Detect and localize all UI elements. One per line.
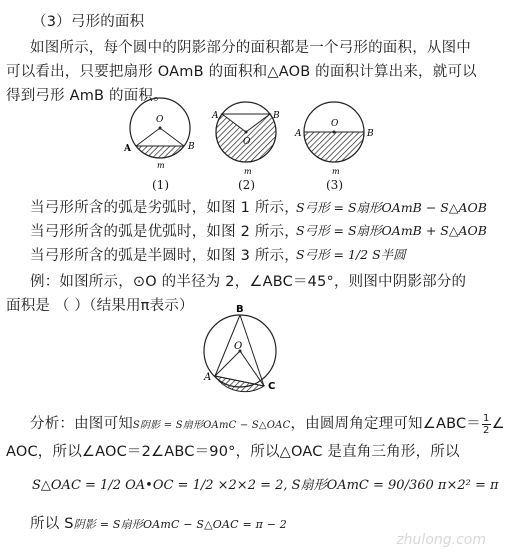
- fig2-label-O: O: [243, 137, 251, 147]
- analysis-line-1: [30, 412, 505, 436]
- figure-2: [211, 102, 280, 176]
- segment-figures: [110, 98, 400, 190]
- example-line-2: 面积是 （ ）（结果用π表示）: [6, 298, 194, 314]
- fig3-label-B: B: [367, 129, 374, 139]
- analysis-angle-text: ，由圆周角定理可知∠ABC＝: [290, 416, 481, 432]
- intro-paragraph-line-1: 如图所示，每个圆中的阴影部分的面积都是一个弓形的面积，从图中: [30, 40, 471, 56]
- fig2-label-A: A: [212, 111, 219, 121]
- fig3-label-m: m: [332, 167, 340, 176]
- figure-3-caption: (3): [326, 178, 343, 192]
- fig3-label-A: A: [295, 129, 302, 139]
- analysis-fraction: $\frac{1}{2}$: [483, 412, 490, 436]
- fig1-label-A: A: [124, 144, 131, 154]
- fig1-label-O: O: [156, 115, 164, 125]
- figure-1: [123, 98, 195, 170]
- fig2-label-B: B: [273, 111, 280, 121]
- example-figure: [196, 300, 296, 410]
- case-major-arc-text: 当弓形所含的弧是优弧时，如图 2 所示，: [30, 224, 299, 240]
- case-semicircle-text: 当弓形所含的弧是半圆时，如图 3 所示，: [30, 248, 299, 264]
- example-label-B: B: [236, 304, 244, 315]
- example-line-1: 例：如图所示，⊙O 的半径为 2，∠ABC＝45°，则图中阴影部分的: [30, 274, 467, 290]
- analysis-line-2: AOC，所以∠AOC＝2∠ABC＝90°，所以△OAC 是直角三角形，所以: [6, 444, 460, 460]
- case-minor-arc-formula: S弓形 = S扇形OAmB − S△AOB: [296, 200, 487, 215]
- analysis-conclusion-prefix: 所以 S: [30, 516, 74, 532]
- example-label-A: A: [204, 372, 212, 383]
- section-title: （3）弓形的面积: [32, 14, 145, 30]
- analysis-intro: 分析：由图可知: [30, 416, 133, 432]
- figure-1-caption: (1): [152, 178, 169, 192]
- fig1-label-m: m: [157, 161, 165, 170]
- example-label-C: C: [268, 381, 276, 392]
- intro-paragraph-line-3: 得到弓形 AmB 的面积。: [6, 88, 168, 104]
- analysis-angle-symbol: ∠: [491, 416, 505, 432]
- figure-3: [294, 102, 374, 176]
- case-minor-arc-text: 当弓形所含的弧是劣弧时，如图 1 所示，: [30, 200, 299, 216]
- fig3-label-O: O: [331, 119, 339, 129]
- fig1-label-B: B: [188, 142, 195, 152]
- case-semicircle-formula: S弓形 = 1/2 S半圆: [296, 247, 406, 262]
- watermark: zhulong.com: [396, 532, 486, 548]
- analysis-conclusion: [30, 512, 287, 533]
- fig2-label-m: m: [244, 167, 252, 176]
- analysis-formula-1: S阴影 = S扇形OAmC − S△OAC: [132, 420, 291, 431]
- analysis-conclusion-formula: 阴影 = S扇形OAmC − S△OAC = π − 2: [73, 518, 288, 531]
- figure-2-caption: (2): [238, 178, 255, 192]
- case-major-arc-formula: S弓形 = S扇形OAmB + S△AOB: [296, 223, 487, 238]
- analysis-formula-line: S△OAC = 1/2 OA•OC = 1/2 ×2×2 = 2, S扇形OAmC = 90/360 π×2² = π: [32, 478, 499, 493]
- example-label-O: O: [234, 341, 243, 352]
- intro-paragraph-line-2: 可以看出，只要把扇形 OAmB 的面积和△AOB 的面积计算出来，就可以: [6, 64, 477, 80]
